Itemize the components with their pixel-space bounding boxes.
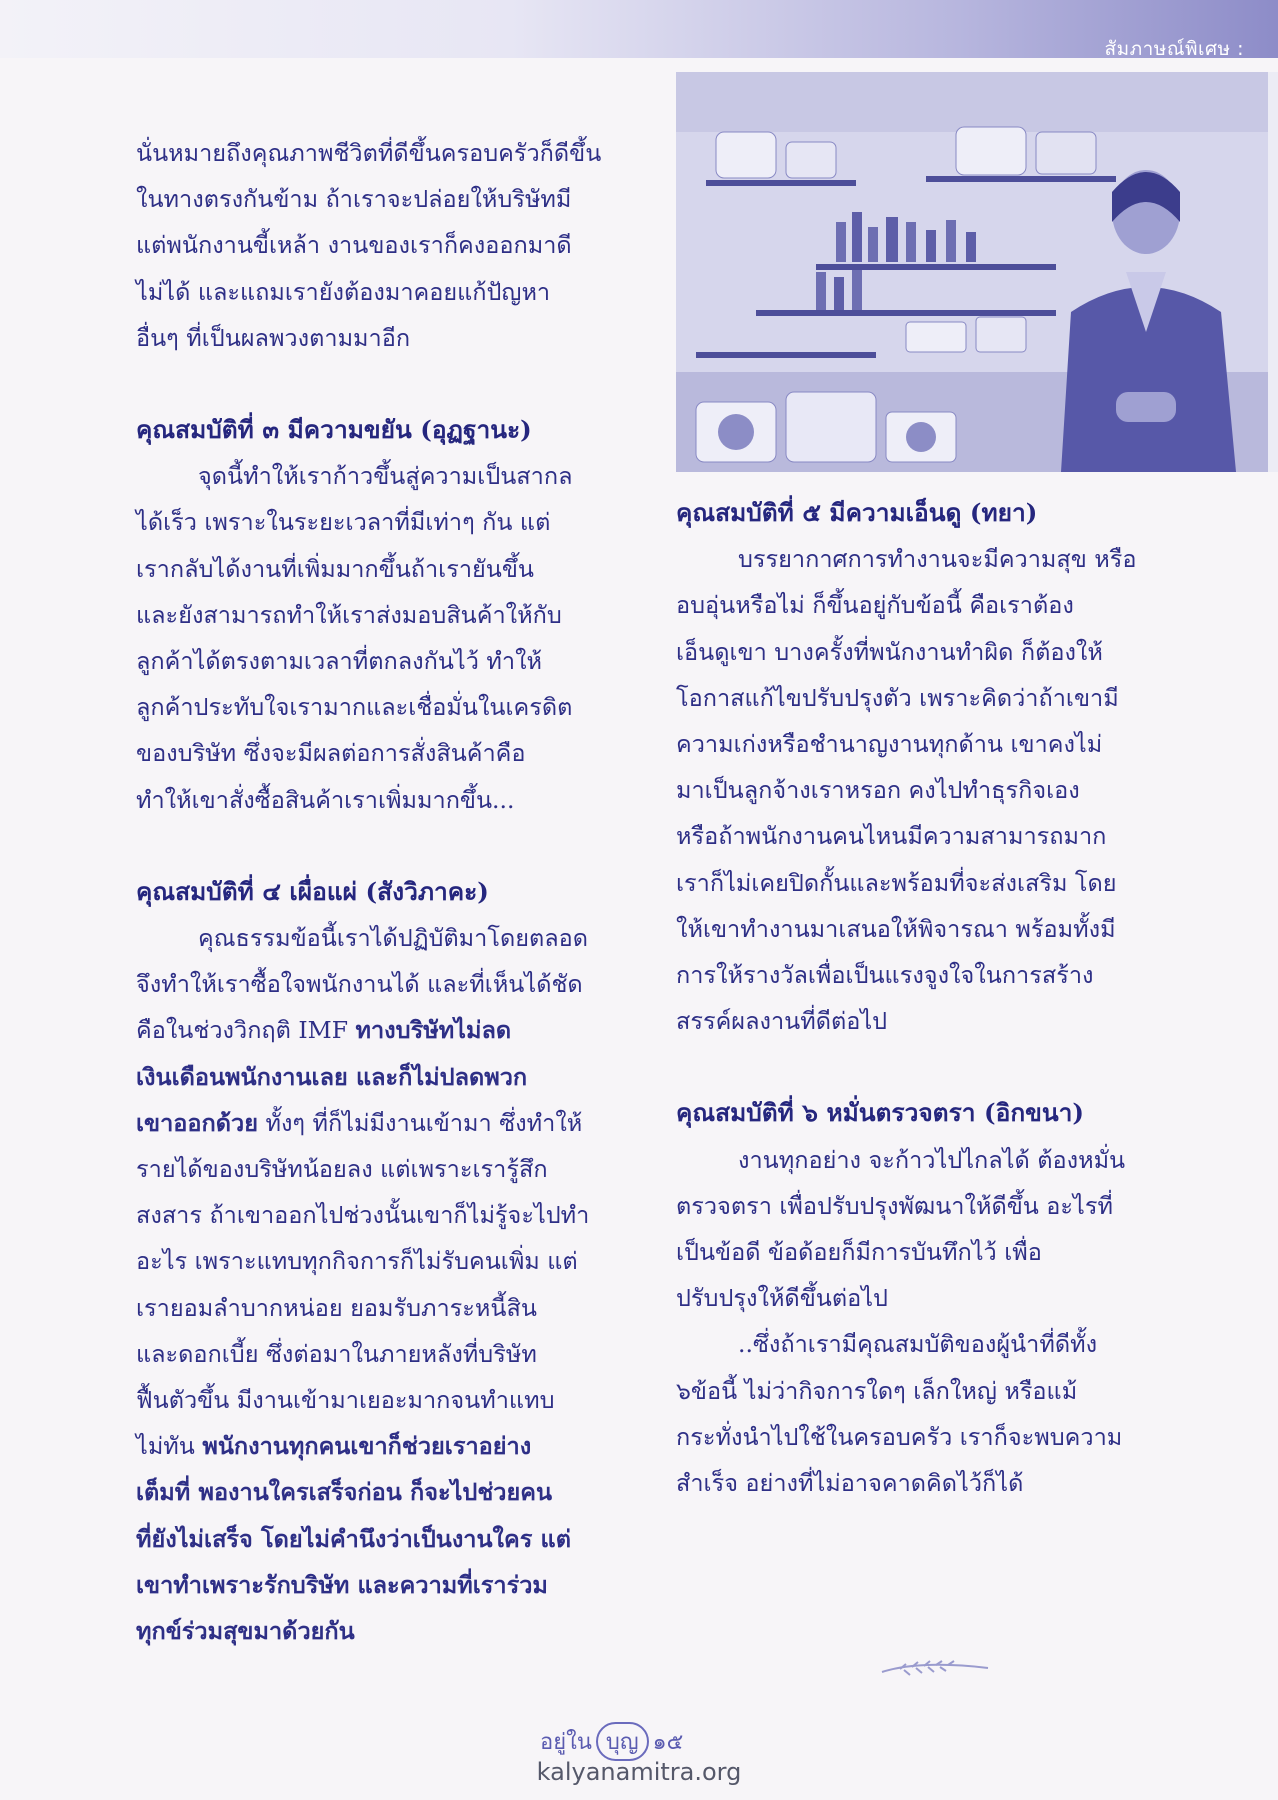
photo-edge <box>1268 72 1278 472</box>
text-line: บรรยากาศการทำงานจะมีความสุข หรือ <box>738 545 1137 574</box>
text-line: ๖ข้อนี้ ไม่ว่ากิจการใดๆ เล็กใหญ่ หรือแม้ <box>676 1376 1078 1405</box>
text-line: ลูกค้าได้ตรงตามเวลาที่ตกลงกันไว้ ทำให้ <box>136 647 543 676</box>
text-line: อื่นๆ ที่เป็นผลพวงตามมาอีก <box>136 323 411 352</box>
text-line: เอ็นดูเขา บางครั้งที่พนักงานทำผิด ก็ต้องให้ <box>676 637 1103 666</box>
text-line: ของบริษัท ซึ่งจะมีผลต่อการสั่งสินค้าคือ <box>136 739 526 768</box>
heading-quality-3: คุณสมบัติที่ ๓ มีความขยัน (อุฏฐานะ) <box>136 415 532 445</box>
text-line: อบอุ่นหรือไม่ ก็ขึ้นอยู่กับข้อนี้ คือเราต้อง <box>676 591 1074 620</box>
text-line: งานทุกอย่าง จะก้าวไปไกลได้ ต้องหมั่น <box>738 1145 1126 1174</box>
bold-run: พนักงานทุกคนเขาก็ช่วยเราอย่าง <box>202 1432 532 1461</box>
text-line: ได้เร็ว เพราะในระยะเวลาที่มีเท่าๆ กัน แต่ <box>136 508 551 537</box>
heading-quality-6: คุณสมบัติที่ ๖ หมั่นตรวจตรา (อิกขนา) <box>676 1098 1085 1128</box>
bold-line: เขาทำเพราะรักบริษัท และความที่เราร่วม <box>136 1570 548 1599</box>
text-run: คือในช่วงวิกฤติ IMF <box>136 1016 356 1045</box>
text-line: สำเร็จ อย่างที่ไม่อาจคาดคิดไว้ก็ได้ <box>676 1469 1024 1498</box>
text-line: ทำให้เขาสั่งซื้อสินค้าเราเพิ่มมากขึ้น... <box>136 785 515 814</box>
text-line: การให้รางวัลเพื่อเป็นแรงจูงใจในการสร้าง <box>676 961 1094 990</box>
text-line: แต่พนักงานขี้เหล้า งานของเราก็คงออกมาดี <box>136 231 572 260</box>
text-line: โอกาสแก้ไขปรับปรุงตัว เพราะคิดว่าถ้าเขามี <box>676 683 1119 712</box>
leaf-ornament-icon <box>880 1660 990 1680</box>
interview-photo <box>676 72 1268 472</box>
header-band <box>0 0 1278 58</box>
logo-circle-text: บุญ <box>596 1722 649 1761</box>
text-line: นั่นหมายถึงคุณภาพชีวิตที่ดีขึ้นครอบครัวก็ดีขึ้น <box>136 139 602 167</box>
bold-run: ทางบริษัทไม่ลด <box>355 1016 512 1045</box>
text-line: ความเก่งหรือชำนาญงานทุกด้าน เขาคงไม่ <box>676 730 1103 759</box>
text-line: อะไร เพราะแทบทุกกิจการก็ไม่รับคนเพิ่ม แต่ <box>136 1247 578 1276</box>
text-line: สรรค์ผลงานที่ดีต่อไป <box>676 1007 888 1036</box>
text-line: ฟื้นตัวขึ้น มีงานเข้ามาเยอะมากจนทำแทบ <box>136 1386 555 1415</box>
text-line: ..ซึ่งถ้าเรามีคุณสมบัติของผู้นำที่ดีทั้ง <box>738 1330 1098 1359</box>
heading-quality-4: คุณสมบัติที่ ๔ เผื่อแผ่ (สังวิภาคะ) <box>136 876 489 906</box>
bold-run: เขาออกด้วย <box>136 1108 258 1137</box>
text-line: ลูกค้าประทับใจเรามากและเชื่อมั่นในเครดิต <box>136 693 573 722</box>
bold-line: เงินเดือนพนักงานเลย และก็ไม่ปลดพวก <box>136 1062 528 1091</box>
text-line: และดอกเบี้ย ซึ่งต่อมาในภายหลังที่บริษัท <box>136 1339 537 1368</box>
text-line: ไม่ได้ และแถมเรายังต้องมาคอยแก้ปัญหา <box>136 277 551 306</box>
text-line: เราก็ไม่เคยปิดกั้นและพร้อมที่จะส่งเสริม โดย <box>676 868 1117 897</box>
text-line: คุณธรรมข้อนี้เราได้ปฏิบัติมาโดยตลอด <box>198 924 589 953</box>
text-line <box>136 1007 622 1053</box>
text-line: และยังสามารถทำให้เราส่งมอบสินค้าให้กับ <box>136 600 562 629</box>
text-line: ตรวจตรา เพื่อปรับปรุงพัฒนาให้ดีขึ้น อะไรที่ <box>676 1191 1113 1220</box>
left-column <box>136 130 622 1654</box>
logo-text: อยู่ใน <box>540 1730 592 1755</box>
page-number: ๑๕ <box>652 1730 684 1755</box>
bold-line: ที่ยังไม่เสร็จ โดยไม่คำนึงว่าเป็นงานใคร แต่ <box>136 1524 571 1553</box>
bold-line: เต็มที่ พองานใครเสร็จก่อน ก็จะไปช่วยคน <box>136 1478 553 1507</box>
text-line: กระทั่งนำไปใช้ในครอบครัว เราก็จะพบความ <box>676 1422 1123 1451</box>
section-label: สัมภาษณ์พิเศษ : <box>1104 38 1244 60</box>
text-run: ทั้งๆ ที่ก็ไม่มีงานเข้ามา ซึ่งทำให้ <box>257 1108 583 1137</box>
text-run: ไม่ทัน <box>136 1432 203 1461</box>
site-watermark: kalyanamitra.org <box>536 1758 742 1786</box>
text-line: ปรับปรุงให้ดีขึ้นต่อไป <box>676 1284 888 1313</box>
text-line: รายได้ของบริษัทน้อยลง แต่เพราะเรารู้สึก <box>136 1155 548 1184</box>
text-line: จุดนี้ทำให้เราก้าวขึ้นสู่ความเป็นสากล <box>198 462 573 491</box>
text-line: หรือถ้าพนักงานคนไหนมีความสามารถมาก <box>676 822 1107 851</box>
right-column <box>676 490 1164 1506</box>
text-line: เรายอมลำบากหน่อย ยอมรับภาระหนี้สิน <box>136 1293 537 1322</box>
bold-line: ทุกข์ร่วมสุขมาด้วยกัน <box>136 1617 355 1646</box>
text-line: จึงทำให้เราซื้อใจพนักงานได้ และที่เห็นได้ชัด <box>136 970 583 999</box>
text-line: เรากลับได้งานที่เพิ่มมากขึ้นถ้าเรายันขึ้น <box>136 554 534 583</box>
text-line: ให้เขาทำงานมาเสนอให้พิจารณา พร้อมทั้งมี <box>676 914 1116 943</box>
text-line: เป็นข้อดี ข้อด้อยก็มีการบันทึกไว้ เพื่อ <box>676 1238 1042 1267</box>
text-line: ในทางตรงกันข้าม ถ้าเราจะปล่อยให้บริษัทมี <box>136 185 572 214</box>
photo-illustration <box>676 72 1268 472</box>
heading-quality-5: คุณสมบัติที่ ๕ มีความเอ็นดู (ทยา) <box>676 498 1038 527</box>
footer-logo <box>540 1722 683 1761</box>
text-line: มาเป็นลูกจ้างเราหรอก คงไปทำธุรกิจเอง <box>676 776 1080 805</box>
text-line <box>136 1423 622 1469</box>
text-line: สงสาร ถ้าเขาออกไปช่วงนั้นเขาก็ไม่รู้จะไปทำ <box>136 1201 590 1230</box>
text-line <box>136 1100 622 1146</box>
